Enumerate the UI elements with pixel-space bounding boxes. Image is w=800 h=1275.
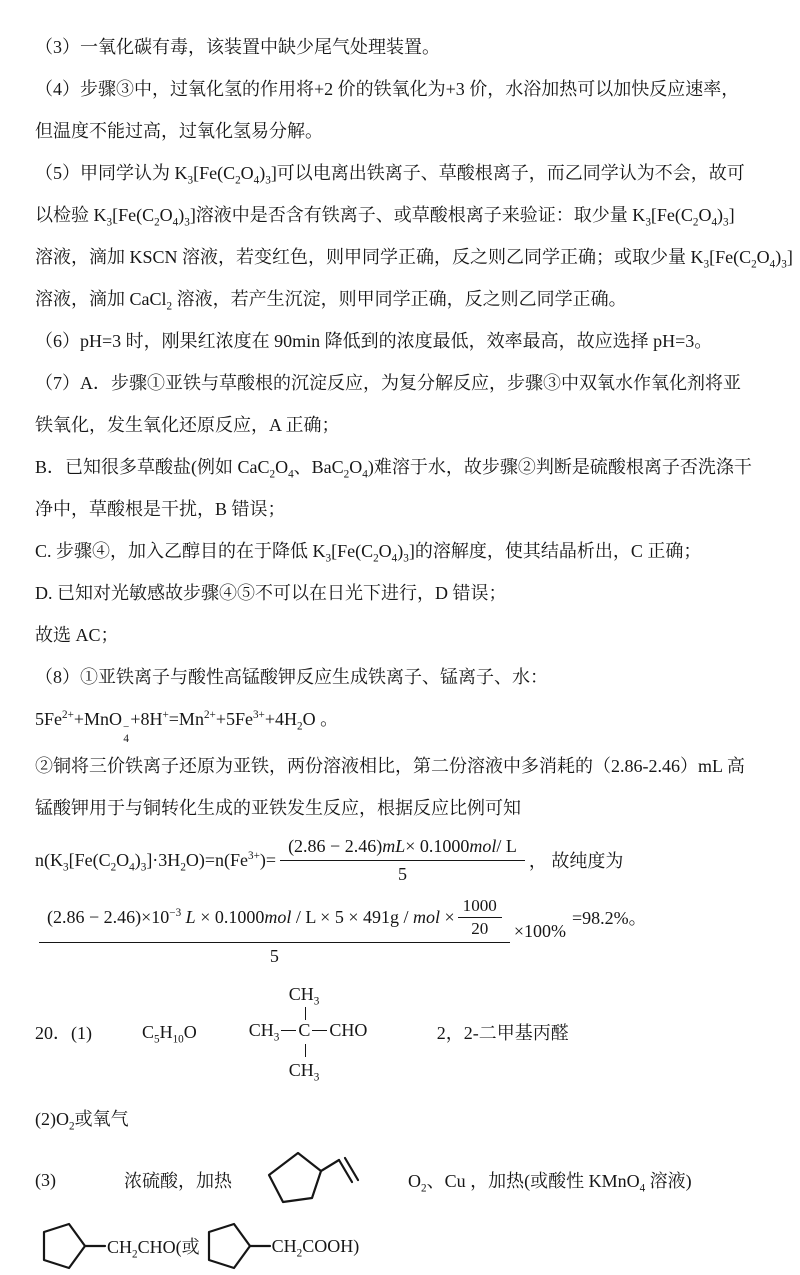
compound-name: 2，2-二甲基丙醛 [436, 1023, 569, 1044]
cyclopentane-ring [44, 1224, 85, 1268]
text-line: 铁氧化，发生氧化还原反应，A 正确； [35, 415, 340, 435]
big-fraction-denominator: 5 [269, 946, 279, 967]
fraction-numerator: (2.86 − 2.46) mL × 0.1000 mol / L [280, 835, 525, 861]
text-line: （7）A．步骤①亚铁与草酸根的沉淀反应，为复分解反应，步骤③中双氧水作氧化剂将亚 [35, 373, 741, 393]
cyclopentane-ring [209, 1224, 250, 1268]
vinyl-double-bond-1 [339, 1160, 352, 1182]
question-20-part1-row [35, 981, 765, 1083]
numerator-text: $(2.86 - 2.46)\times 10^{-3}$ L × 0.1000mol / L × 5 × 491g / mol × [47, 907, 455, 928]
answer-oxygen: $(2)O_2$或氧气 [35, 1109, 129, 1134]
text-line: 但温度不能过高，过氧化氢易分解。 [35, 121, 323, 141]
nested-fraction [458, 896, 502, 939]
text-line: 净中，草酸根是干扰，B 错误； [35, 499, 286, 519]
text-line: D. 已知对光敏感故步骤④⑤不可以在日光下进行，D 错误； [35, 583, 507, 603]
cyclopentyl-ring-1 [35, 1217, 107, 1275]
text-line: （6）pH=3 时，刚果红浓度在 90min 降低到的浓度最低，效率最高，故应选择 pH=3。 [35, 331, 713, 351]
methyl-bottom-label: $CH_3$ [288, 1060, 320, 1085]
mole-calculation-formula [35, 835, 765, 885]
dimethylpropanal-structure [249, 981, 389, 1083]
product-aldehyde-label: $CH_2CHO$(或 [107, 1237, 200, 1262]
central-carbon-label: C [298, 1020, 311, 1041]
methyl-top-label: $CH_3$ [288, 984, 320, 1009]
purity-calculation-formula [35, 895, 765, 967]
vinylcyclopentane-structure [260, 1147, 360, 1213]
bond-horizontal-right [312, 1030, 327, 1032]
times-100-percent: ×100% [513, 920, 566, 941]
text-line: ②铜将三价铁离子还原为亚铁，两份溶液相比，第二份溶液中多消耗的（2.86-2.46）mL 高 [35, 756, 745, 777]
text-line: （8）①亚铁离子与酸性高锰酸钾反应生成铁离子、锰离子、水： [35, 667, 548, 687]
bond-vertical-bottom [305, 1044, 306, 1057]
formula-suffix: ， 故纯度为 [528, 851, 624, 872]
bond-horizontal-left [281, 1030, 296, 1032]
text-line: 溶液，滴加 KSCN 溶液，若变红色，则甲同学正确，反之则乙同学正确；或取少量 $K_3[Fe(C_2O_4)_3]$ [35, 247, 793, 271]
cyclopentane-ring [269, 1153, 321, 1202]
vinyl-double-bond-2 [345, 1158, 358, 1180]
product-acid-label: $CH_2COOH$) [271, 1235, 360, 1260]
text-line: （5）甲同学认为 $K_3[Fe(C_2O_4)_3]$可以电离出铁离子、草酸根离子，而乙同学认为不会，故可 [35, 163, 745, 187]
reagent-sulfuric-acid: 浓硫酸，加热 [124, 1171, 232, 1192]
text-line: C. 步骤④，加入乙醇目的在于降低 $K_3[Fe(C_2O_4)_3]$的溶解度，使其结晶析出，C 正确； [35, 541, 702, 565]
big-fraction [39, 895, 510, 967]
product-structures-row [35, 1217, 765, 1275]
text-line: B．已知很多草酸盐(例如 $CaC_2O_4$、$BaC_2O_4$)难溶于水，故步骤②判断是硫酸根离子否洗涤干 [35, 457, 752, 481]
aldehyde-label: CHO [329, 1020, 368, 1041]
vinyl-single-bond [321, 1160, 339, 1171]
text-line: 以检验 $K_3[Fe(C_2O_4)_3]$溶液中是否含有铁离子、或草酸根离子来验证：取少量 $K_3[Fe(C_2O_4)_3]$ [35, 205, 735, 229]
reagent-oxidation: $O_2$、Cu ，加热(或酸性 KMnO$_4$ 溶液) [408, 1171, 692, 1196]
formula-prefix: $n(K_3[Fe(C_2O_4)_3]\cdot 3H_2O)=n(Fe^{3+})=$ [35, 849, 277, 874]
text-line: （3）一氧化碳有毒，该装置中缺少尾气处理装置。 [35, 37, 440, 57]
nested-denominator: 20 [471, 919, 489, 939]
text-line: 锰酸钾用于与铜转化生成的亚铁发生反应，根据反应比例可知 [35, 798, 521, 819]
text-line: （4）步骤③中，过氧化氢的作用将+2 价的铁氧化为+3 价，水浴加热可以加快反应速率， [35, 79, 740, 99]
nested-numerator: 1000 [458, 896, 502, 918]
text-line: 故选 AC； [35, 625, 119, 645]
text-line: 溶液，滴加 CaCl$_2$ 溶液，若产生沉淀，则甲同学正确，反之则乙同学正确。 [35, 289, 627, 313]
question-20-part2-row [35, 1099, 765, 1139]
structure-backbone [248, 1019, 368, 1045]
question-number: 20．(1) [35, 1023, 92, 1044]
molecular-formula: $C_5H_{10}O$ [142, 1021, 197, 1046]
purity-result: =98.2%。 [571, 908, 647, 929]
methyl-left-label: $CH_3$ [248, 1020, 280, 1045]
fraction [280, 835, 525, 885]
cyclopentyl-ring-2 [200, 1217, 272, 1275]
big-fraction-numerator [39, 895, 510, 943]
ionic-equation: $5Fe^{2+}+MnO$ − 4 $+8H^+=Mn^{2+}+5Fe^{3+}+4H_2O$ 。 [35, 709, 339, 745]
question-20-part3-row [35, 1147, 765, 1213]
part3-label: (3) [35, 1169, 56, 1190]
fraction-denominator: 5 [397, 864, 407, 885]
